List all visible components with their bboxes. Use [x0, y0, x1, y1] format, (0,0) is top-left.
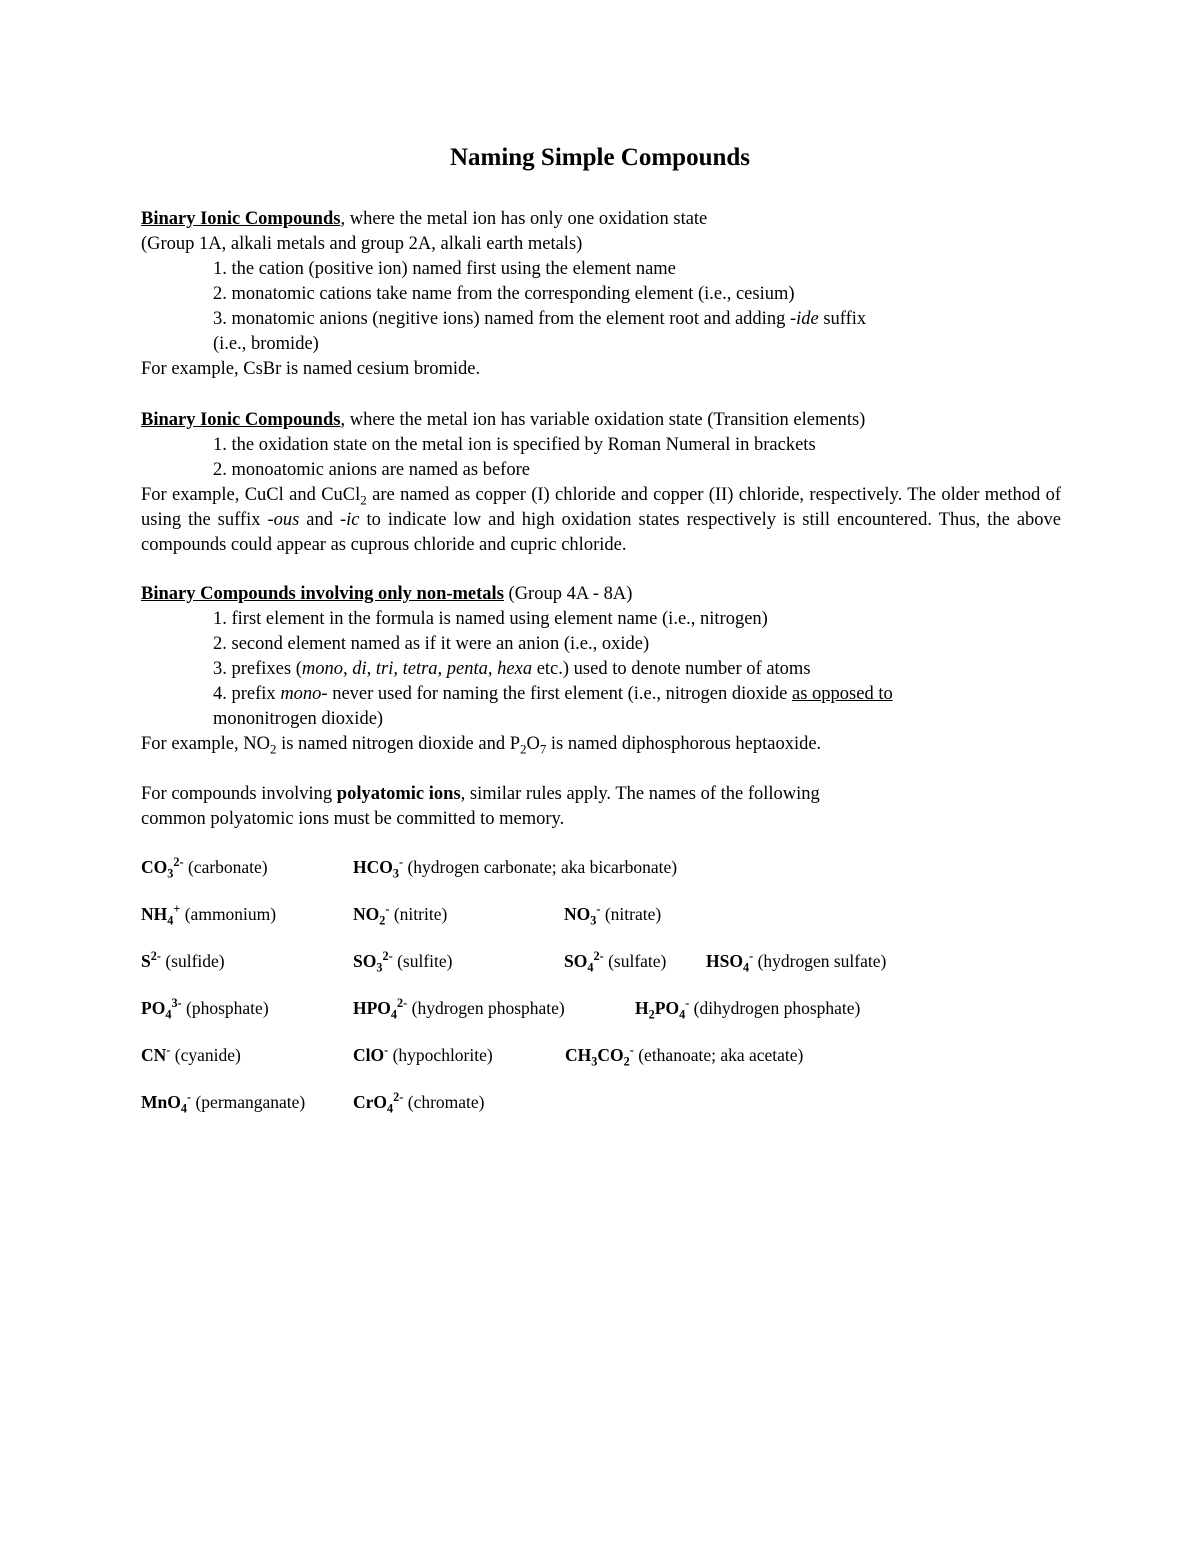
ion-item	[141, 996, 269, 1021]
ion-formula: $H_2PO_4^-$	[635, 996, 690, 1022]
rule-3-continued: (i.e., bromide)	[213, 334, 319, 354]
polyatomic-memory-line: common polyatomic ions must be committed to memory.	[141, 809, 565, 829]
rule-3	[141, 657, 1061, 682]
page-title: Naming Simple Compounds	[449, 144, 751, 171]
example-text: is named nitrogen dioxide and P	[276, 734, 520, 754]
example-text: and	[299, 510, 340, 530]
ion-item	[353, 1090, 485, 1115]
section-heading: Binary Ionic Compounds	[141, 209, 341, 229]
ous-suffix: -ous	[267, 510, 300, 530]
ion-formula: $NO_2^-$	[353, 902, 390, 928]
ion-name: (ammonium)	[180, 904, 277, 924]
ion-item	[353, 949, 452, 974]
ion-name: (hydrogen phosphate)	[407, 998, 565, 1018]
rule-2: 2. monoatomic anions are named as before	[213, 460, 530, 480]
ion-formula: $SO_3^{2-}$	[353, 949, 393, 975]
polyatomic-ions-term: polyatomic ions	[336, 784, 461, 804]
ion-name: (nitrite)	[389, 904, 448, 924]
ion-formula: $CO_3^{2-}$	[141, 855, 184, 881]
rule-4	[141, 682, 1061, 707]
section-intro-line	[141, 582, 1061, 607]
ion-formula: $S^{2-}$	[141, 949, 161, 971]
example-text: For example, CuCl and CuCl	[141, 485, 361, 505]
rule-3-text: 3. monatomic anions (negitive ions) named from the element root and adding	[213, 309, 790, 329]
example-line	[141, 732, 1061, 757]
ion-name: (chromate)	[403, 1092, 485, 1112]
rule-3-text-end: etc.) used to denote number of atoms	[532, 659, 811, 679]
subscript: 7	[539, 741, 547, 757]
section-polyatomic	[141, 782, 1061, 832]
rule-3-text: 3. prefixes (	[213, 659, 302, 679]
section-intro-text: (Group 4A - 8A)	[503, 584, 633, 604]
rule-3-text-end: suffix	[818, 309, 867, 329]
ion-name: (hydrogen carbonate; aka bicarbonate)	[403, 857, 678, 877]
prefix-list: mono, di, tri, tetra, penta, hexa	[301, 659, 533, 679]
ion-item	[635, 996, 860, 1021]
ion-item	[706, 949, 886, 974]
example-paragraph	[141, 483, 1061, 558]
ion-item	[565, 1043, 803, 1068]
ion-name: (hypochlorite)	[388, 1045, 493, 1065]
rule-1: 1. the oxidation state on the metal ion is specified by Roman Numeral in brackets	[213, 435, 816, 455]
ion-formula: $HPO_4^{2-}$	[353, 996, 408, 1022]
example-text: to indicate low and high oxidation states respectively is still encountered. Thus, the above compounds could appear as cuprous chloride and cupric chloride.	[141, 510, 1061, 555]
rule-4-text: 4. prefix	[213, 684, 281, 704]
ion-name: (cyanide)	[170, 1045, 241, 1065]
as-opposed-to: as opposed to	[792, 684, 893, 704]
ion-formula: $NH_4^+$	[141, 902, 181, 928]
polyatomic-text: , similar rules apply. The names of the following	[460, 784, 820, 804]
section-binary-ionic-fixed	[141, 207, 1061, 382]
example-text: O	[526, 734, 540, 754]
subscript: 2	[519, 741, 527, 757]
subscript: 2	[360, 492, 367, 508]
rule-1: 1. first element in the formula is named using element name (i.e., nitrogen)	[213, 609, 768, 629]
ion-row	[141, 902, 1061, 949]
ion-item	[353, 1043, 493, 1068]
section-intro-text: , where the metal ion has only one oxidation state	[340, 209, 708, 229]
ion-item	[564, 949, 666, 974]
ion-name: (hydrogen sulfate)	[753, 951, 887, 971]
polyatomic-text: For compounds involving	[141, 784, 337, 804]
ion-formula: CN-	[141, 1043, 171, 1065]
ion-item	[141, 1043, 241, 1068]
example-text: is named diphosphorous heptaoxide.	[546, 734, 822, 754]
ion-item	[141, 1090, 305, 1115]
ion-row	[141, 1090, 1061, 1137]
ion-item	[353, 996, 565, 1021]
ion-name: (sulfate)	[603, 951, 667, 971]
example-text: are named as copper (I) chloride and copper (II) chloride, respectively. The older method of using the suffix	[141, 485, 1061, 530]
rule-3	[141, 307, 1061, 332]
ion-formula: ClO-	[353, 1043, 389, 1065]
rule-2: 2. second element named as if it were an anion (i.e., oxide)	[213, 634, 650, 654]
groups-line: (Group 1A, alkali metals and group 2A, alkali earth metals)	[141, 234, 583, 254]
ion-item	[353, 902, 447, 927]
ion-name: (sulfide)	[160, 951, 225, 971]
ion-item	[353, 855, 677, 880]
ion-name: (permanganate)	[191, 1092, 306, 1112]
rule-4-continued: mononitrogen dioxide)	[213, 709, 384, 729]
section-non-metals	[141, 582, 1061, 757]
rule-4-text: never used for naming the first element (i.e., nitrogen dioxide	[327, 684, 793, 704]
ion-name: (ethanoate; aka acetate)	[633, 1045, 804, 1065]
ion-name: (phosphate)	[181, 998, 269, 1018]
section-intro-text: , where the metal ion has variable oxidation state (Transition elements)	[340, 410, 866, 430]
section-intro-line	[141, 408, 1061, 433]
subscript: 2	[269, 741, 277, 757]
ion-name: (sulfite)	[392, 951, 453, 971]
ion-row	[141, 1043, 1061, 1090]
example-text: For example, NO	[141, 734, 270, 754]
ion-formula: MnO$_4$-	[141, 1090, 192, 1116]
section-heading: Binary Compounds involving only non-metals	[141, 584, 504, 604]
ion-item	[564, 902, 661, 927]
ion-item	[141, 949, 225, 974]
ion-formula: CrO$_4^{2-}$	[353, 1090, 404, 1116]
ion-row	[141, 855, 1061, 902]
ion-item	[141, 855, 268, 880]
rule-2: 2. monatomic cations take name from the corresponding element (i.e., cesium)	[213, 284, 795, 304]
section-binary-ionic-variable	[141, 408, 1061, 558]
ion-table	[141, 855, 1061, 1137]
ion-formula: $NO_3^-$	[564, 902, 601, 928]
ion-formula: $SO_4^{2-}$	[564, 949, 604, 975]
ion-name: (dihydrogen phosphate)	[689, 998, 861, 1018]
ion-formula: $PO_4^{3-}$	[141, 996, 182, 1022]
ion-formula: $CH_3CO_2^-$	[565, 1043, 634, 1069]
section-intro-line	[141, 207, 1061, 232]
ion-name: (nitrate)	[600, 904, 662, 924]
ion-formula: $HCO_3^-$	[353, 855, 404, 881]
polyatomic-intro-line	[141, 782, 1061, 807]
ion-name: (carbonate)	[183, 857, 268, 877]
ion-item	[141, 902, 276, 927]
ion-formula: $HSO_4^-$	[706, 949, 754, 975]
mono-prefix: mono-	[280, 684, 328, 704]
rule-1: 1. the cation (positive ion) named first using the element name	[213, 259, 676, 279]
example-line: For example, CsBr is named cesium bromide.	[141, 359, 481, 379]
section-heading: Binary Ionic Compounds	[141, 410, 341, 430]
ion-row	[141, 949, 1061, 996]
ic-suffix: -ic	[340, 510, 360, 530]
ion-row	[141, 996, 1061, 1043]
ide-suffix: -ide	[789, 309, 819, 329]
